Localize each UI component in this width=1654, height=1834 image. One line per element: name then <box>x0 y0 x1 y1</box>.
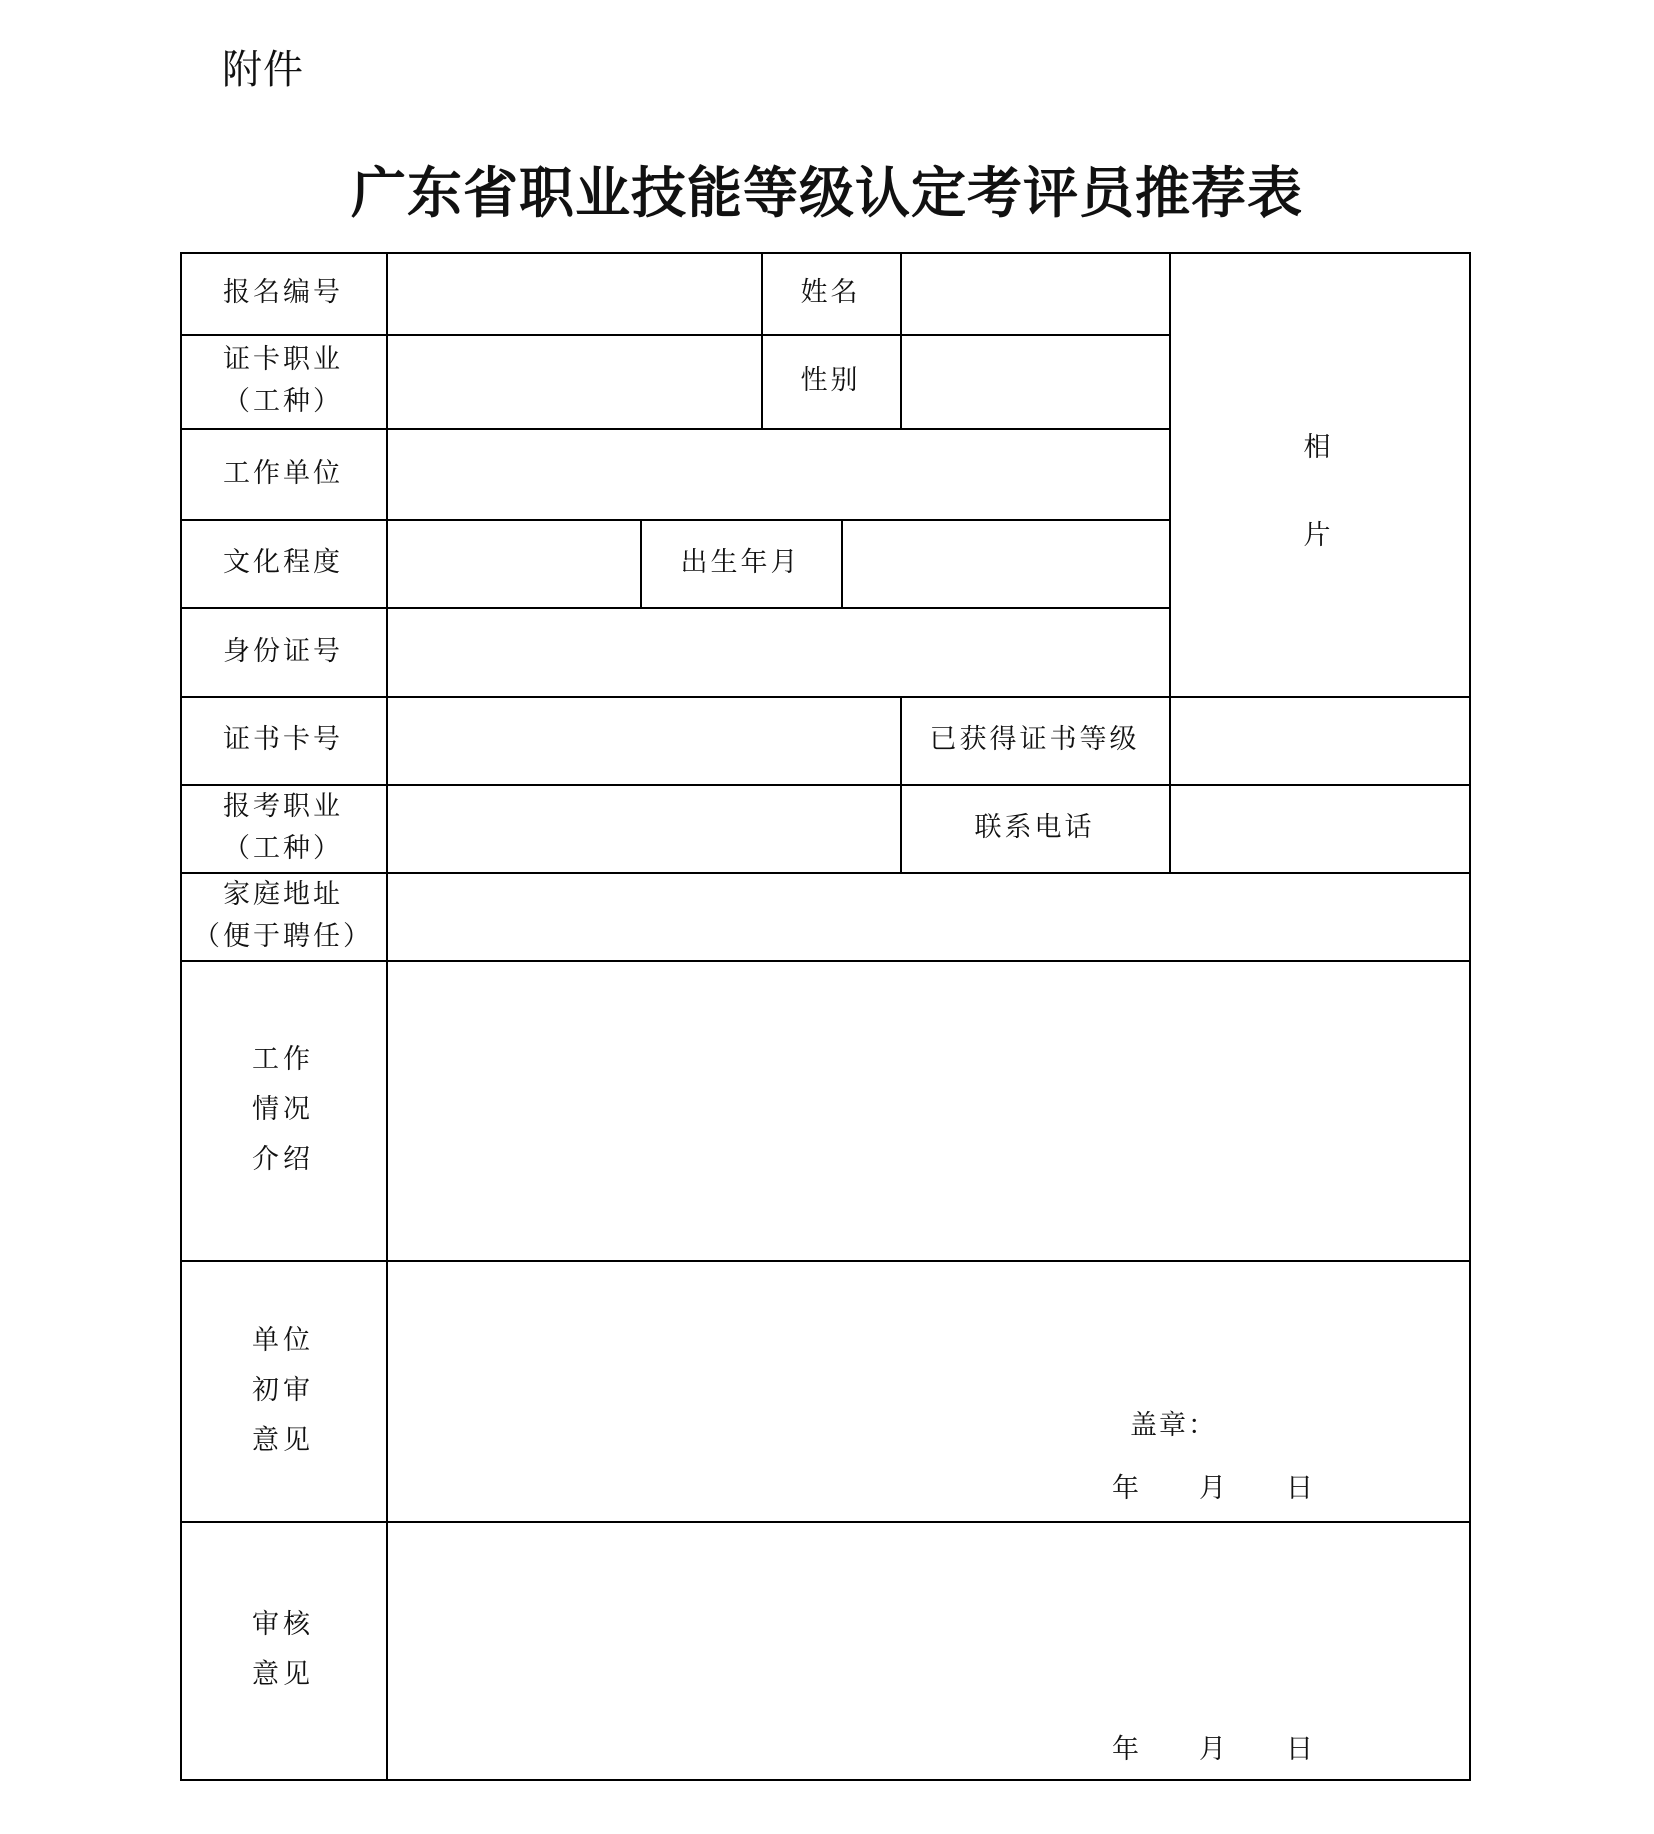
cert-occupation-label-line1: 证卡职业 <box>223 344 343 375</box>
obtained-level-field[interactable] <box>1169 696 1469 784</box>
address-label-line2: （便于聘任） <box>193 921 373 952</box>
photo-box[interactable] <box>1169 252 1469 696</box>
name-field[interactable] <box>900 252 1169 334</box>
id-number-field[interactable] <box>386 607 1169 696</box>
phone-field[interactable] <box>1169 784 1469 872</box>
recommendation-form-table <box>180 252 1471 1781</box>
work-unit-label: 工作单位 <box>223 457 343 489</box>
obtained-level-label: 已获得证书等级 <box>929 724 1140 755</box>
cert-occupation-field[interactable] <box>386 334 761 428</box>
unit-review-label-line1: 单位 <box>252 1324 314 1356</box>
gender-field[interactable] <box>900 334 1169 428</box>
grid-line <box>180 1779 1471 1781</box>
photo-label-1: 相 <box>1303 432 1335 463</box>
audit-label <box>180 1521 386 1779</box>
cert-occupation-label <box>180 334 386 428</box>
address-label-line1: 家庭地址 <box>223 879 343 910</box>
work-intro-label-line1: 工作 <box>252 1044 314 1075</box>
unit-review-label-line3: 意见 <box>252 1424 314 1456</box>
work-intro-label-line2: 情况 <box>252 1094 314 1125</box>
id-number-label: 身份证号 <box>223 635 343 667</box>
education-label: 文化程度 <box>223 547 343 578</box>
birth-date-label: 出生年月 <box>680 547 801 578</box>
birth-date-field[interactable] <box>841 519 1169 607</box>
registration-no-label: 报名编号 <box>223 277 343 308</box>
audit-label-line2: 意见 <box>252 1659 314 1690</box>
cert-occupation-label-line2: （工种） <box>223 386 343 417</box>
unit-review-label <box>180 1260 386 1521</box>
certificate-no-field[interactable] <box>386 696 900 784</box>
exam-occupation-label <box>180 784 386 872</box>
certificate-no-label: 证书卡号 <box>223 724 343 755</box>
exam-occupation-label-line1: 报考职业 <box>223 791 343 822</box>
form-title: 广东省职业技能等级认定考评员推荐表 <box>350 161 1303 225</box>
grid-line <box>1469 252 1471 1781</box>
name-label: 姓名 <box>800 277 861 308</box>
unit-review-label-line2: 初审 <box>252 1374 314 1406</box>
work-intro-label-line3: 介绍 <box>252 1144 314 1175</box>
attachment-label: 附件 <box>222 47 304 93</box>
audit-date: 年 月 日 <box>1112 1734 1315 1765</box>
phone-label: 联系电话 <box>974 812 1095 843</box>
work-unit-field[interactable] <box>386 428 1169 519</box>
registration-no-field[interactable] <box>386 252 761 334</box>
photo-label-2: 片 <box>1303 520 1335 551</box>
education-field[interactable] <box>386 519 640 607</box>
audit-label-line1: 审核 <box>252 1609 314 1640</box>
unit-review-date: 年 月 日 <box>1112 1473 1315 1504</box>
exam-occupation-field[interactable] <box>386 784 900 872</box>
seal-label: 盖章： <box>1130 1410 1217 1441</box>
address-field[interactable] <box>386 872 1469 960</box>
work-intro-label <box>180 960 386 1260</box>
work-intro-field[interactable] <box>386 960 1469 1260</box>
address-label <box>180 872 386 960</box>
exam-occupation-label-line2: （工种） <box>223 833 343 864</box>
gender-label: 性别 <box>800 365 861 396</box>
